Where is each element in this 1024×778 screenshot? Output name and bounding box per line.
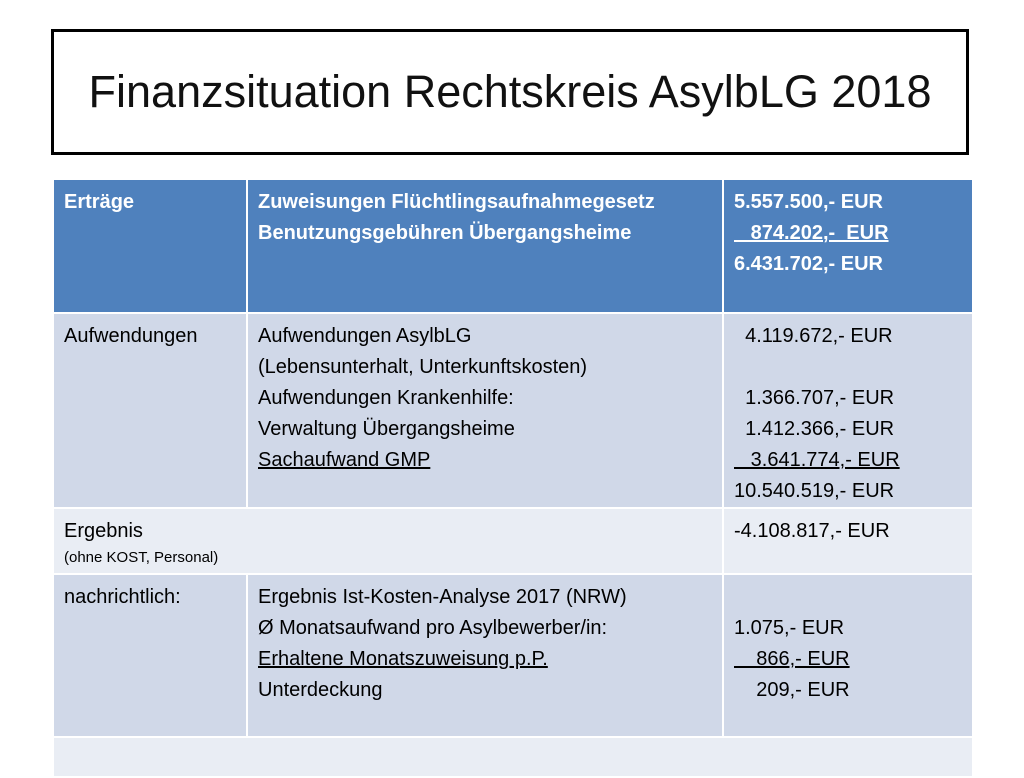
- desc-line: Aufwendungen Krankenhilfe:: [258, 387, 514, 409]
- desc-line: Sachaufwand GMP: [258, 449, 431, 471]
- desc-line: Unterdeckung: [258, 679, 383, 701]
- table-row-ergebnis: [53, 508, 973, 574]
- desc-line: Aufwendungen AsylbLG: [258, 325, 472, 347]
- row-amounts: [723, 313, 973, 508]
- desc-line: Erhaltene Monatszuweisung p.P.: [258, 648, 548, 670]
- amount-line: 6.431.702,- EUR: [734, 253, 883, 275]
- row-label: Erträge: [53, 179, 247, 313]
- amount-line: [734, 582, 962, 613]
- amount-line: 866,- EUR: [734, 648, 850, 670]
- amount-line: 5.557.500,- EUR: [734, 191, 883, 213]
- amount-line: [734, 352, 962, 383]
- amount-line: 209,- EUR: [734, 679, 850, 701]
- row-label: nachrichtlich:: [53, 574, 247, 737]
- row-label: [53, 508, 723, 574]
- desc-line: Verwaltung Übergangsheime: [258, 418, 515, 440]
- row-description: [247, 313, 723, 508]
- amount-line: 1.075,- EUR: [734, 617, 845, 639]
- ergebnis-sublabel: (ohne KOST, Personal): [64, 549, 219, 566]
- desc-line: Zuweisungen Flüchtlingsaufnahmegesetz: [258, 191, 655, 213]
- finance-table: [52, 178, 974, 778]
- empty-cell: [53, 737, 973, 777]
- amount-line: 3.641.774,- EUR: [734, 449, 900, 471]
- amount-line: 10.540.519,- EUR: [734, 480, 895, 502]
- row-amounts: [723, 508, 973, 574]
- page-title: Finanzsituation Rechtskreis AsylbLG 2018: [88, 66, 932, 117]
- table-row-nachrichtlich: [53, 574, 973, 737]
- table-row-ertraege: [53, 179, 973, 313]
- desc-line: Ergebnis Ist-Kosten-Analyse 2017 (NRW): [258, 586, 627, 608]
- amount-line: -4.108.817,- EUR: [734, 520, 890, 542]
- row-description: [247, 179, 723, 313]
- title-box: [51, 29, 969, 155]
- table-row-empty: [53, 737, 973, 777]
- amount-line: 874.202,- EUR: [734, 222, 889, 244]
- amount-line: 4.119.672,- EUR: [734, 325, 893, 347]
- table-row-aufwendungen: [53, 313, 973, 508]
- row-label: Aufwendungen: [53, 313, 247, 508]
- row-amounts: [723, 179, 973, 313]
- amount-line: 1.366.707,- EUR: [734, 387, 895, 409]
- desc-line: Benutzungsgebühren Übergangsheime: [258, 222, 632, 244]
- ergebnis-label: Ergebnis: [64, 520, 143, 542]
- row-amounts: [723, 574, 973, 737]
- amount-line: 1.412.366,- EUR: [734, 418, 895, 440]
- row-description: [247, 574, 723, 737]
- desc-line: (Lebensunterhalt, Unterkunftskosten): [258, 356, 588, 378]
- desc-line: Ø Monatsaufwand pro Asylbewerber/in:: [258, 617, 608, 639]
